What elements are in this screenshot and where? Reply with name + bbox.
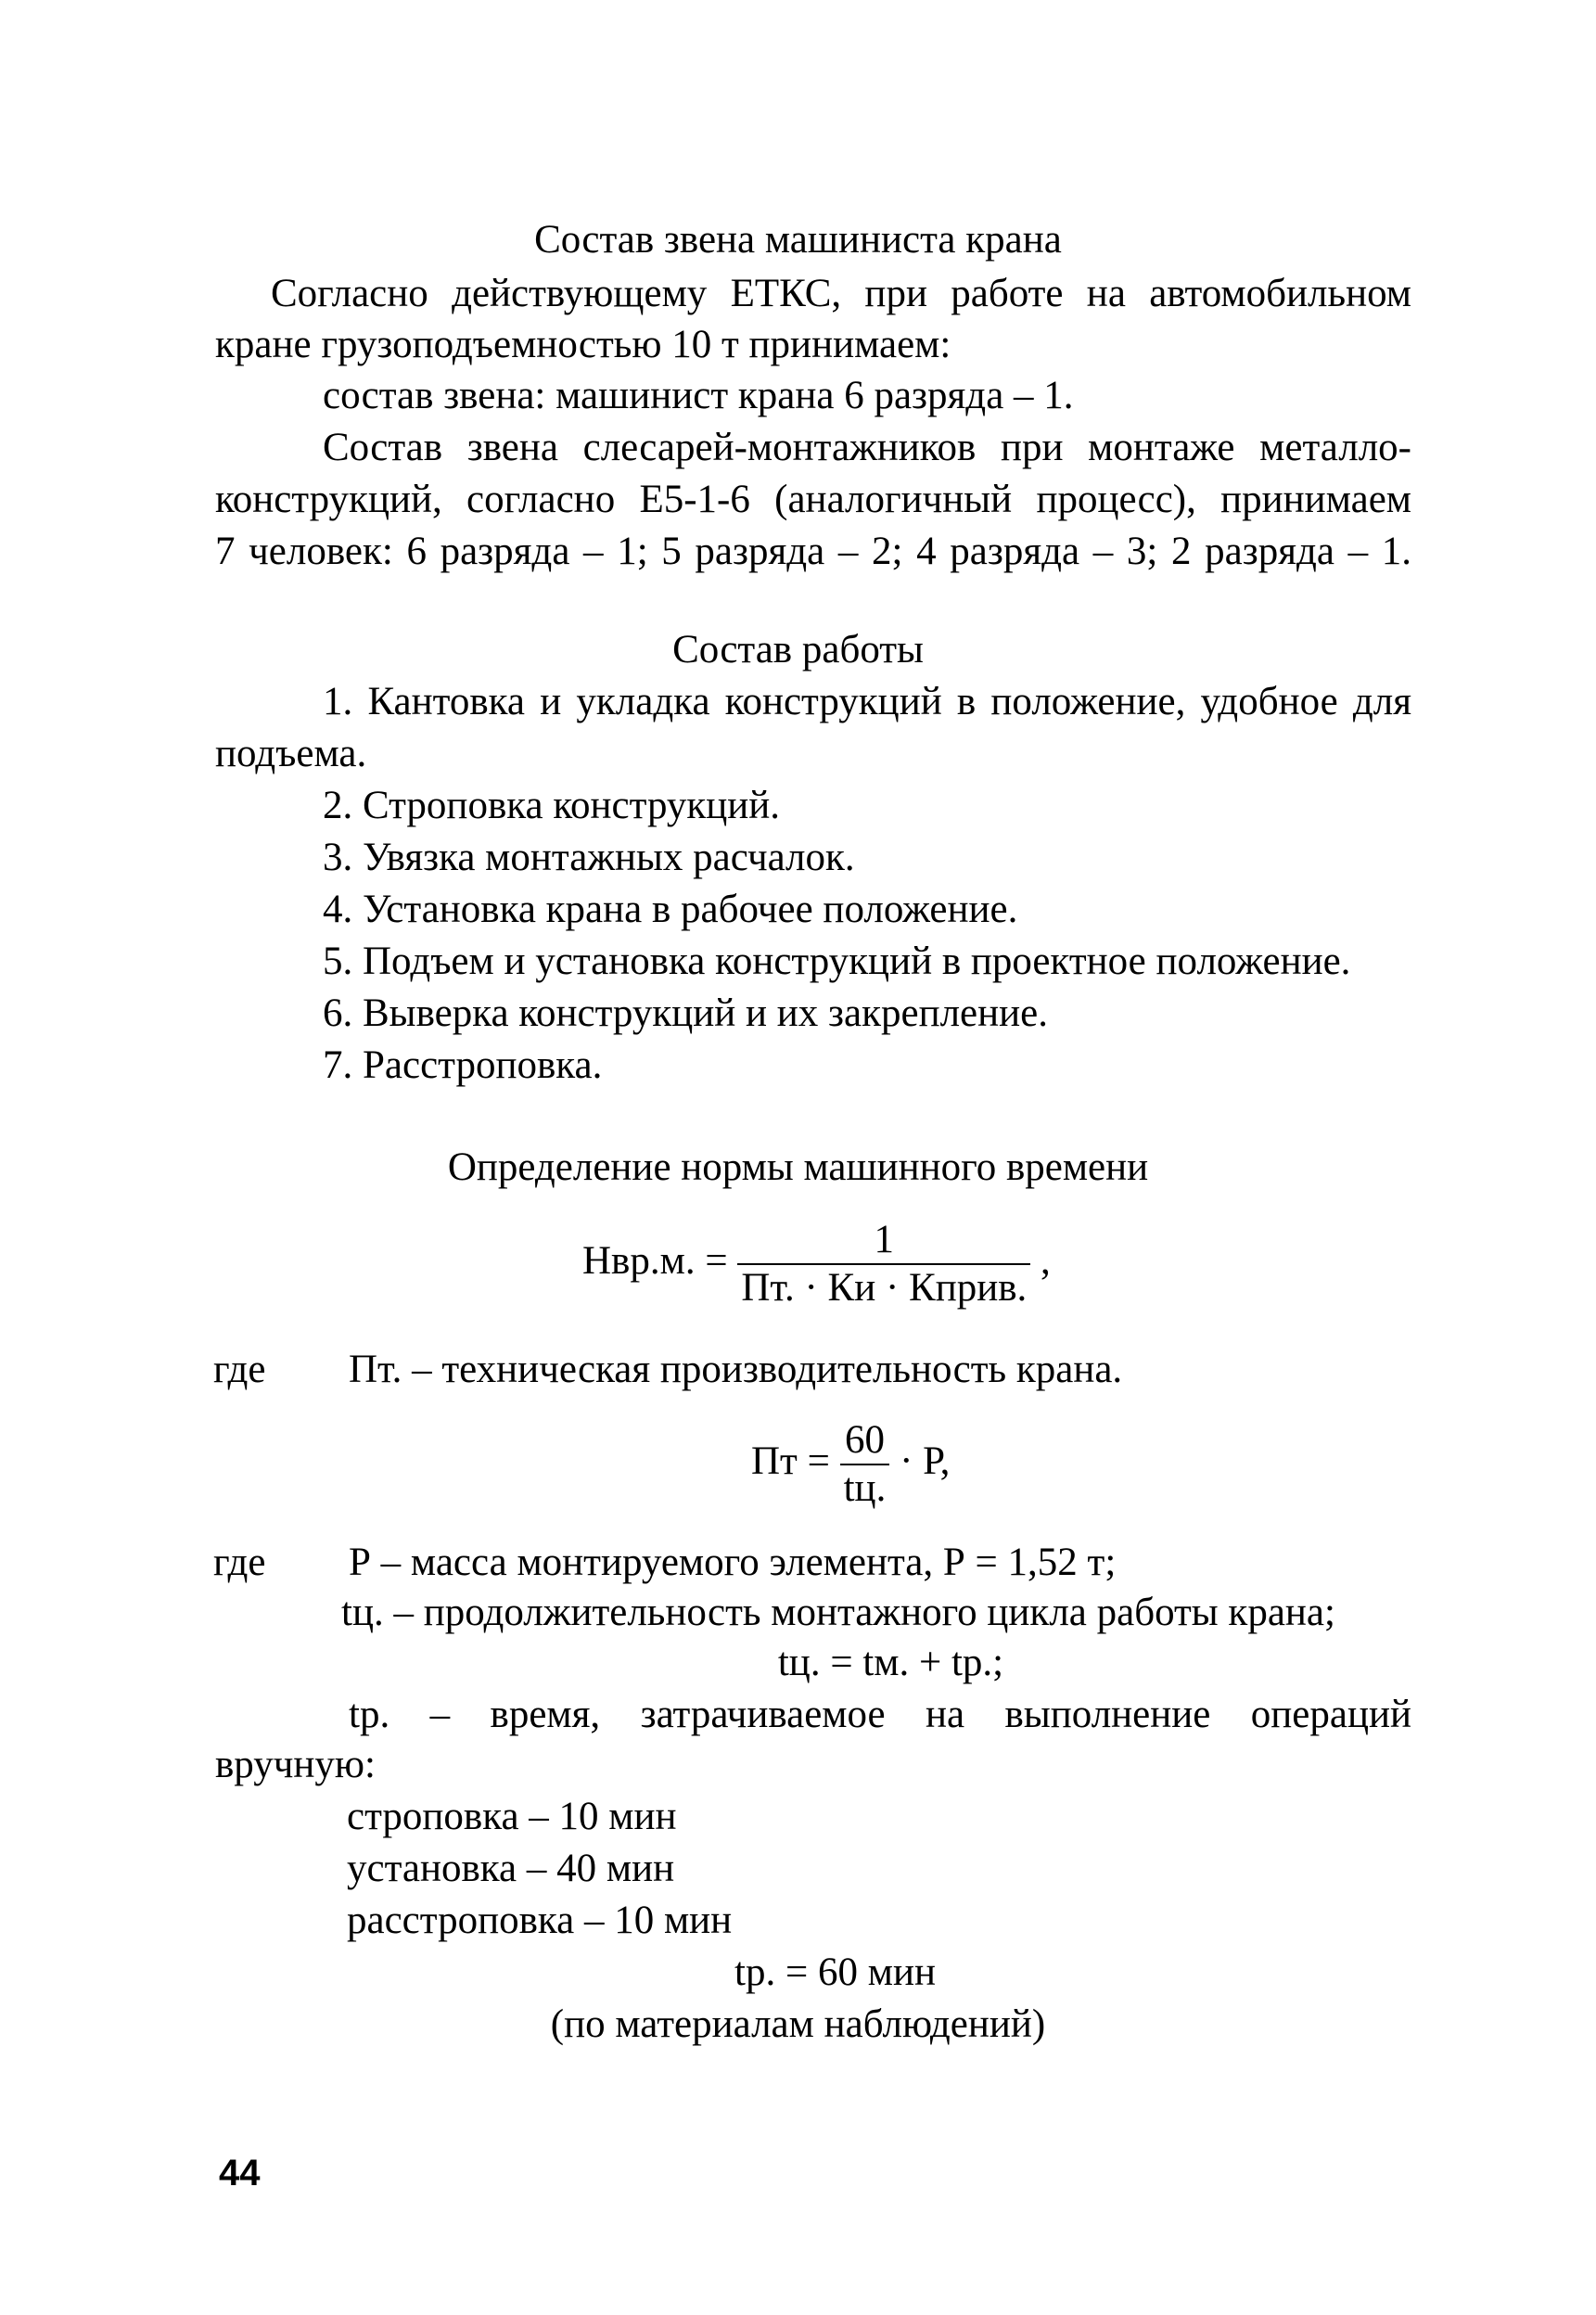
- operation-item: установка – 40 мин: [347, 1847, 675, 1890]
- page-number: 44: [219, 2153, 261, 2193]
- paragraph-line: конструкций, согласно Е5-1-6 (аналогичный процесс), принимаем: [215, 478, 1411, 521]
- formula-tail: · Р,: [900, 1439, 951, 1483]
- section-title-crane-operator-crew: Состав звена машиниста крана: [534, 218, 1062, 262]
- where-label: где: [213, 1348, 266, 1391]
- definition-line: tр. – время, затрачиваемое на выполнение операций: [349, 1693, 1411, 1736]
- list-item: 7. Расстроповка.: [323, 1043, 603, 1087]
- formula-tail: ,: [1041, 1238, 1051, 1283]
- list-item: 4. Установка крана в рабочее положение.: [323, 888, 1018, 931]
- definition-line-continuation: вручную:: [215, 1743, 376, 1786]
- list-item-continuation: подъема.: [215, 732, 367, 775]
- formula-cycle-time: tц. = tм. + tр.;: [777, 1641, 1004, 1684]
- list-item: 1. Кантовка и укладка конструкций в положение, удобное для: [323, 680, 1411, 723]
- paragraph-line: Состав звена слесарей-монтажников при монтаже металло-: [323, 426, 1411, 469]
- fraction-denominator: Пт. · Ки · Кприв.: [737, 1263, 1030, 1311]
- paragraph-line: Согласно действующему ЕТКС, при работе на автомобильном: [271, 272, 1411, 315]
- section-title-machine-time-norm: Определение нормы машинного времени: [447, 1145, 1149, 1189]
- formula-lhs: Нвр.м. =: [582, 1238, 728, 1283]
- formula-fraction: [840, 1417, 890, 1512]
- manual-time-total: tр. = 60 мин: [734, 1950, 936, 1994]
- fraction-numerator: 60: [844, 1418, 885, 1462]
- source-note: (по материалам наблюдений): [550, 2002, 1046, 2046]
- paragraph-line: 7 человек: 6 разряда – 1; 5 разряда – 2; 4 разряда – 3; 2 разряда – 1.: [215, 530, 1411, 573]
- definition-line: Пт. – техническая производительность крана.: [349, 1348, 1123, 1391]
- section-title-work-composition: Состав работы: [672, 628, 924, 671]
- fraction-numerator: 1: [874, 1218, 895, 1261]
- where-label: где: [213, 1541, 266, 1584]
- fraction-denominator: tц.: [840, 1464, 890, 1512]
- list-item: 5. Подъем и установка конструкций в проектное положение.: [323, 940, 1351, 983]
- formula-machine-time-norm: [582, 1217, 1051, 1311]
- formula-fraction: [737, 1217, 1030, 1311]
- paragraph-line: кране грузоподъемностью 10 т принимаем:: [215, 323, 951, 366]
- operation-item: строповка – 10 мин: [347, 1795, 677, 1838]
- definition-line: tц. – продолжительность монтажного цикла работы крана;: [341, 1591, 1335, 1634]
- list-item: 3. Увязка монтажных расчалок.: [323, 836, 855, 879]
- paragraph-line: состав звена: машинист крана 6 разряда – 1.: [323, 374, 1074, 417]
- formula-technical-productivity: [751, 1417, 950, 1512]
- operation-item: расстроповка – 10 мин: [347, 1899, 733, 1942]
- definition-line: Р – масса монтируемого элемента, Р = 1,52 т;: [349, 1541, 1117, 1584]
- list-item: 2. Строповка конструкций.: [323, 784, 781, 827]
- formula-lhs: Пт =: [751, 1439, 830, 1483]
- list-item: 6. Выверка конструкций и их закрепление.: [323, 991, 1048, 1035]
